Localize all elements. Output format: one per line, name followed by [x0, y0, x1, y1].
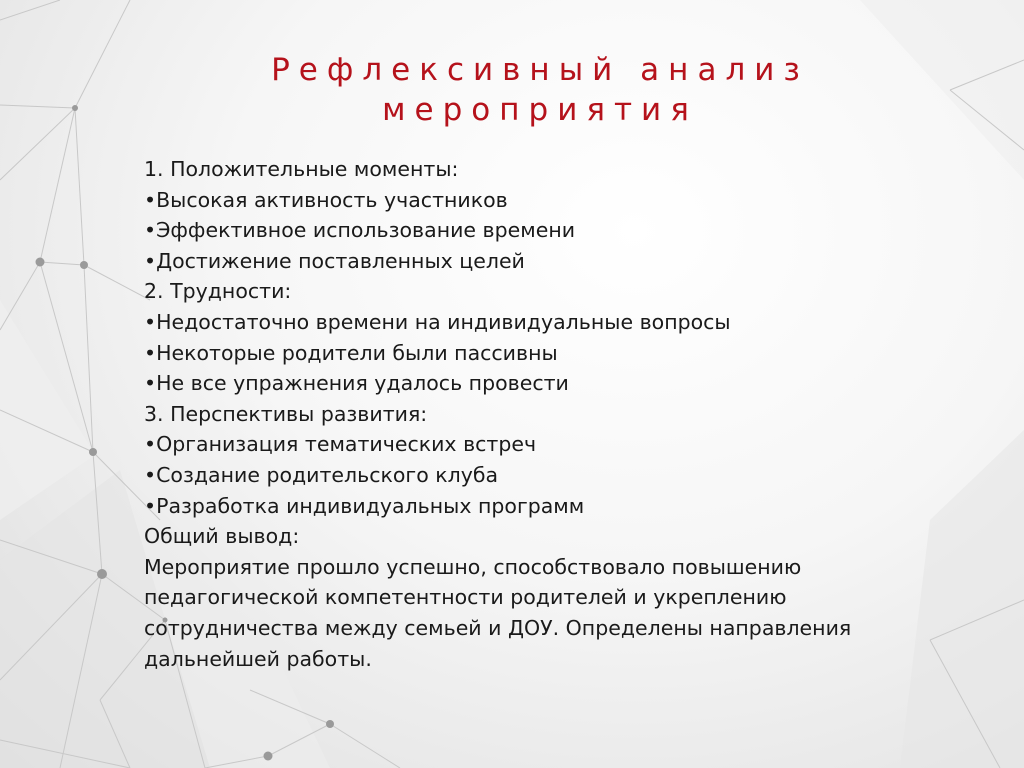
slide-title-line-1: Рефлексивный анализ	[271, 52, 809, 88]
bullet-item: • Разработка индивидуальных программ	[144, 491, 944, 522]
bullet-item: • Эффективное использование времени	[144, 215, 944, 246]
slide-content	[144, 154, 944, 674]
bullet-item: • Не все упражнения удалось провести	[144, 368, 944, 399]
conclusion-heading: Общий вывод:	[144, 524, 300, 549]
bullet-item: • Достижение поставленных целей	[144, 246, 944, 277]
bullet-item: • Создание родительского клуба	[144, 460, 944, 491]
section-heading: 1. Положительные моменты:	[144, 157, 459, 181]
section-heading: 3. Перспективы развития:	[144, 401, 428, 426]
bullet-item: • Недостаточно времени на индивидуальные вопросы	[144, 307, 944, 338]
section-heading: 2. Трудности:	[144, 279, 292, 304]
slide-title	[200, 50, 880, 130]
bullet-item: • Организация тематических встреч	[144, 429, 944, 460]
bullet-item: • Некоторые родители были пассивны	[144, 338, 944, 369]
bullet-item: • Высокая активность участников	[144, 185, 944, 216]
conclusion-text: Мероприятие прошло успешно, способствовало повышению педагогической компетентности родителей и укреплению сотрудничества между семьей и ДОУ. Определены направления дальнейшей работы.	[144, 554, 852, 671]
slide-title-line-2: мероприятия	[382, 92, 698, 128]
